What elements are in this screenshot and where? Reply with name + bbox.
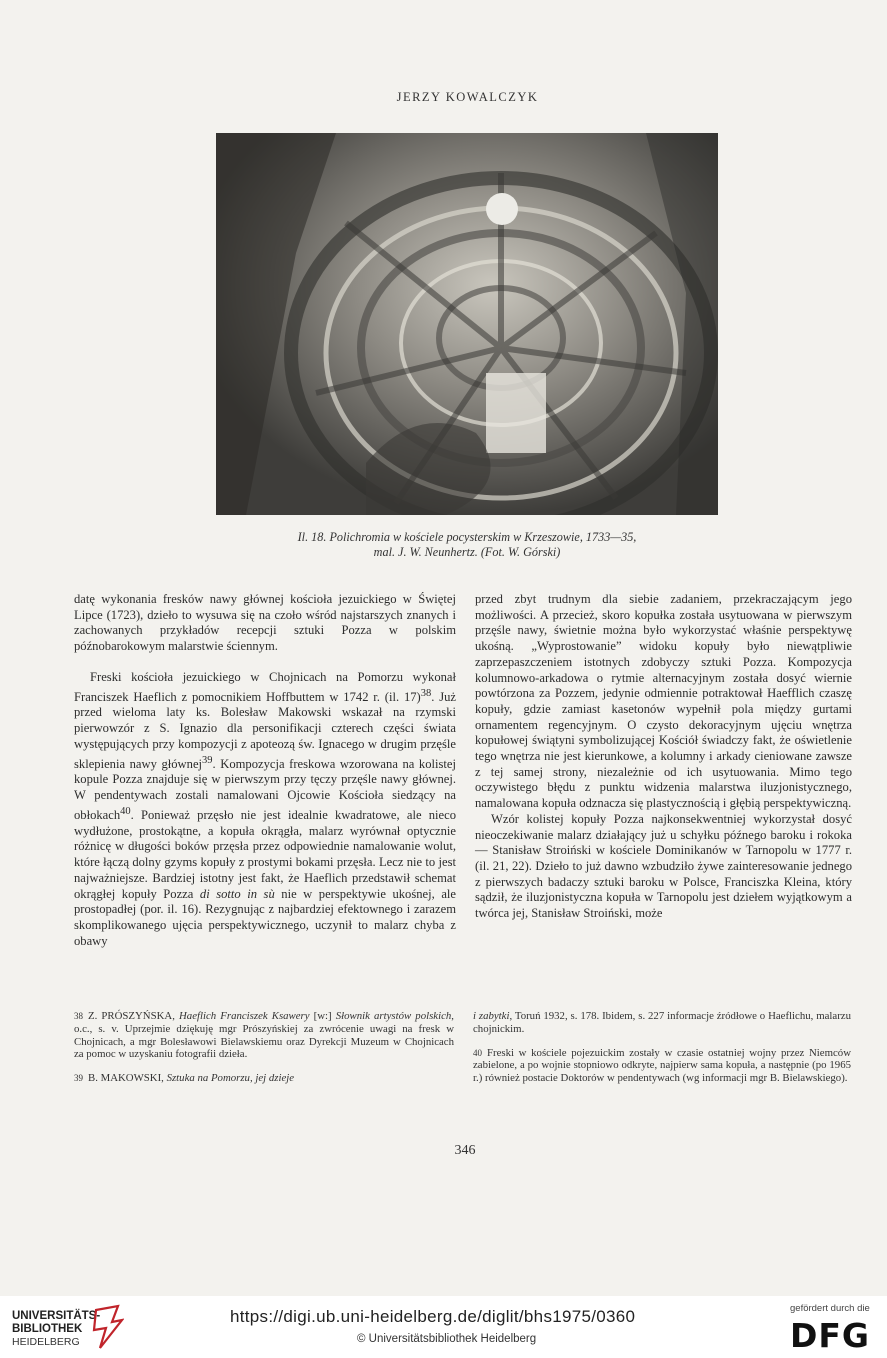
text-run: [w:] — [309, 1010, 336, 1022]
text-run: Z. PRÓSZYŃSKA, — [88, 1010, 179, 1022]
caption-line-1: Il. 18. Polichromia w kościele pocysterskim w Krzeszowie, 1733—35, — [297, 530, 637, 544]
footnote-number: 39 — [74, 1073, 83, 1084]
text-run: Freski w kościele pojezuickim zostały w czasie ostatniej wojny przez Niemców zabielone, a po wojnie stopniowo odkryte, najpierw sama kopuła, a następnie (po 1965 r.) również postacie Doktorów w pendentywach (wg informacji mgr B. Bielawskiego). — [473, 1046, 851, 1085]
footnote-ref-40: 40 — [120, 805, 131, 817]
viewer-footer — [0, 1296, 887, 1358]
text-run: . Już przed wieloma laty ks. Bolesław Makowski wskazał na rzymski pierwowzór z S. Ignazio dla personifikacji czterech części świata występujących przy kompozycji z apoteozą św. Ignacego w drugim przęśle sklepienia nawy głównej — [74, 689, 456, 771]
right-text-column — [475, 592, 852, 922]
footnote-39-continued — [473, 1010, 851, 1036]
text-run: , o.c., s. v. Uprzejmie dziękuję mgr Prószyńskiej za zwrócenie uwagi na fresk w Chojnicach, a mgr Bolesławowi Bielawskiemu oraz Dyrekcji Muzeum w Chojnicach za pomoc w uzyskaniu fotografii dzieła. — [74, 1010, 454, 1061]
paragraph: przed zbyt trudnym dla siebie zadaniem, przekraczającym jego możliwości. A przecież, skoro kopułka została usytuowana w pierwszym przęśle nawy, świetnie można było wykorzystać właśnie perspektywę ukośną. „Wyprostowanie” widoku kopuły było niewątpliwie zaprzepaszczeniem istotnych zdobyczy sztuki Pozza. Kompozycja kolumnowo-arkadowa o rytmie alternacyjnym została dosyć wiernie powtórzona za Pozzem, jedynie odmiennie potraktował Haefflich czaszę kopuły, gdzie zamiast kasetonów wypełnił pola między gurtami ornamentem regencyjnym. O czysto dekoracyjnym ujęciu wnętrza kopułowej świątyni symbolizującej Kościół świadczy fakt, że oświetlenie tego wnętrza nie jest kierunkowe, a kolumny i arkady cieniowane zawsze z tej samej strony, niezależnie od ich usytuowania. Mimo tego oczywistego błędu z punktu widzenia malarstwa iluzjonistycznego, namalowana kopuła odznacza się plastycznością i głębią perspektywiczną. — [475, 592, 852, 811]
library-emblem-icon — [92, 1304, 124, 1350]
footnotes-right — [473, 1010, 851, 1096]
fresco-illustration — [216, 133, 718, 515]
footnote-40 — [473, 1047, 851, 1085]
footnote-ref-39: 39 — [202, 754, 213, 766]
footnotes-left — [74, 1010, 454, 1096]
left-text-column — [74, 592, 456, 949]
text-run: , Toruń 1932, s. 178. Ibidem, s. 227 informacje źródłowe o Haeflichu, malarzu chojnickim. — [473, 1010, 851, 1035]
text-run: nie w perspektywie ukośnej, ale prostopadłej (por. il. 16). Rezygnując z najbardziej efektownego i zarazem skomplikowanego ujęcia perspektywicznego, uczynił to malarz chyba z obawy — [74, 886, 456, 948]
footnote-number: 38 — [74, 1011, 83, 1021]
figure-photo-dome-fresco — [216, 133, 718, 515]
paragraph: datę wykonania fresków nawy głównej kościoła jezuickiego w Świętej Lipce (1723), dzieło to wysuwa się na czoło wśród najstarszych znanych i zachowanych przykładów recepcji sztuki Pozza w polskim późnobarokowym malarstwie ściennym. — [74, 592, 456, 654]
italic-title: Haeflich Franciszek Ksawery — [179, 1010, 310, 1022]
text-run: Freski kościoła jezuickiego w Chojnicach na Pomorzu wykonał Franciszek Haeflich z pomocnikiem Hoffbuttem w 1742 r. (il. 17) — [74, 669, 456, 704]
text-run: . Kompozycja freskowa wzorowana na kolistej kopule Pozza znajduje się w pierwszym przy tęczy przęśle nawy głównej. W pendentywach zostali namalowani Ojcowie Kościoła siedzący na obłokach — [74, 756, 456, 822]
footnote-39 — [74, 1072, 454, 1085]
dfg-logo[interactable]: DFG — [790, 1316, 871, 1355]
italic-phrase: di sotto in sù — [199, 886, 275, 901]
permalink-url[interactable]: https://digi.ub.uni-heidelberg.de/diglit/bhs1975/0360 — [230, 1307, 636, 1326]
italic-title: i zabytki — [473, 1010, 510, 1022]
caption-line-2: mal. J. W. Neunhertz. (Fot. W. Górski) — [373, 545, 561, 559]
library-name-line: UNIVERSITÄTS- — [12, 1310, 101, 1322]
library-name-line: HEIDELBERG — [12, 1336, 80, 1348]
italic-title: Słownik artystów polskich — [335, 1010, 452, 1022]
text-run: B. MAKOWSKI, — [88, 1072, 167, 1085]
footnote-38 — [74, 1010, 454, 1061]
paragraph — [74, 670, 456, 950]
funded-by-label: gefördert durch die — [790, 1303, 870, 1314]
paragraph: Wzór kolistej kopuły Pozza najkonsekwentniej wykorzystał dosyć nieoczekiwanie malarz działający już u schyłku późnego baroku i rokoka — Stanisław Stroiński w kościele Dominikanów w Tarnopolu w 1777 r. (il. 21, 22). Dzieło to już dawno wzbudziło żywe zainteresowanie jednego z pierwszych badaczy sztuki baroku w Polsce, Franciszka Kleina, który sądził, że iluzjonistyczna kopuła w Tarnopolu jest dziełem wyjątkowym a twórca jej, Stanisław Stroiński, może — [475, 811, 852, 921]
library-name-line: BIBLIOTHEK — [12, 1323, 83, 1335]
page-number: 346 — [454, 1143, 476, 1158]
footnote-number: 40 — [473, 1047, 482, 1058]
text-run: . Ponieważ przęsło nie jest idealnie kwadratowe, ale nieco wydłużone, prostokątne, a kopuła okrągła, malarz wyrównał optycznie różnicę w długości boków przęsła przez odpowiednie namalowanie wolut, które łączą dolny gzyms kopuły z prostymi bokami przęsła. Lecz nie to jest najważniejsze. Bardziej istotny jest fakt, że Haeflich przedstawił schemat okrągłej kopuły Pozza — [74, 808, 456, 901]
author-name: JERZY KOWALCZYK — [396, 90, 539, 104]
running-header — [0, 90, 887, 105]
copyright-notice: © Universitätsbibliothek Heidelberg — [357, 1333, 537, 1345]
figure-caption — [216, 530, 718, 560]
footnote-ref-38: 38 — [420, 687, 432, 699]
italic-title: Sztuka na Pomorzu, jej dzieje — [166, 1072, 295, 1085]
